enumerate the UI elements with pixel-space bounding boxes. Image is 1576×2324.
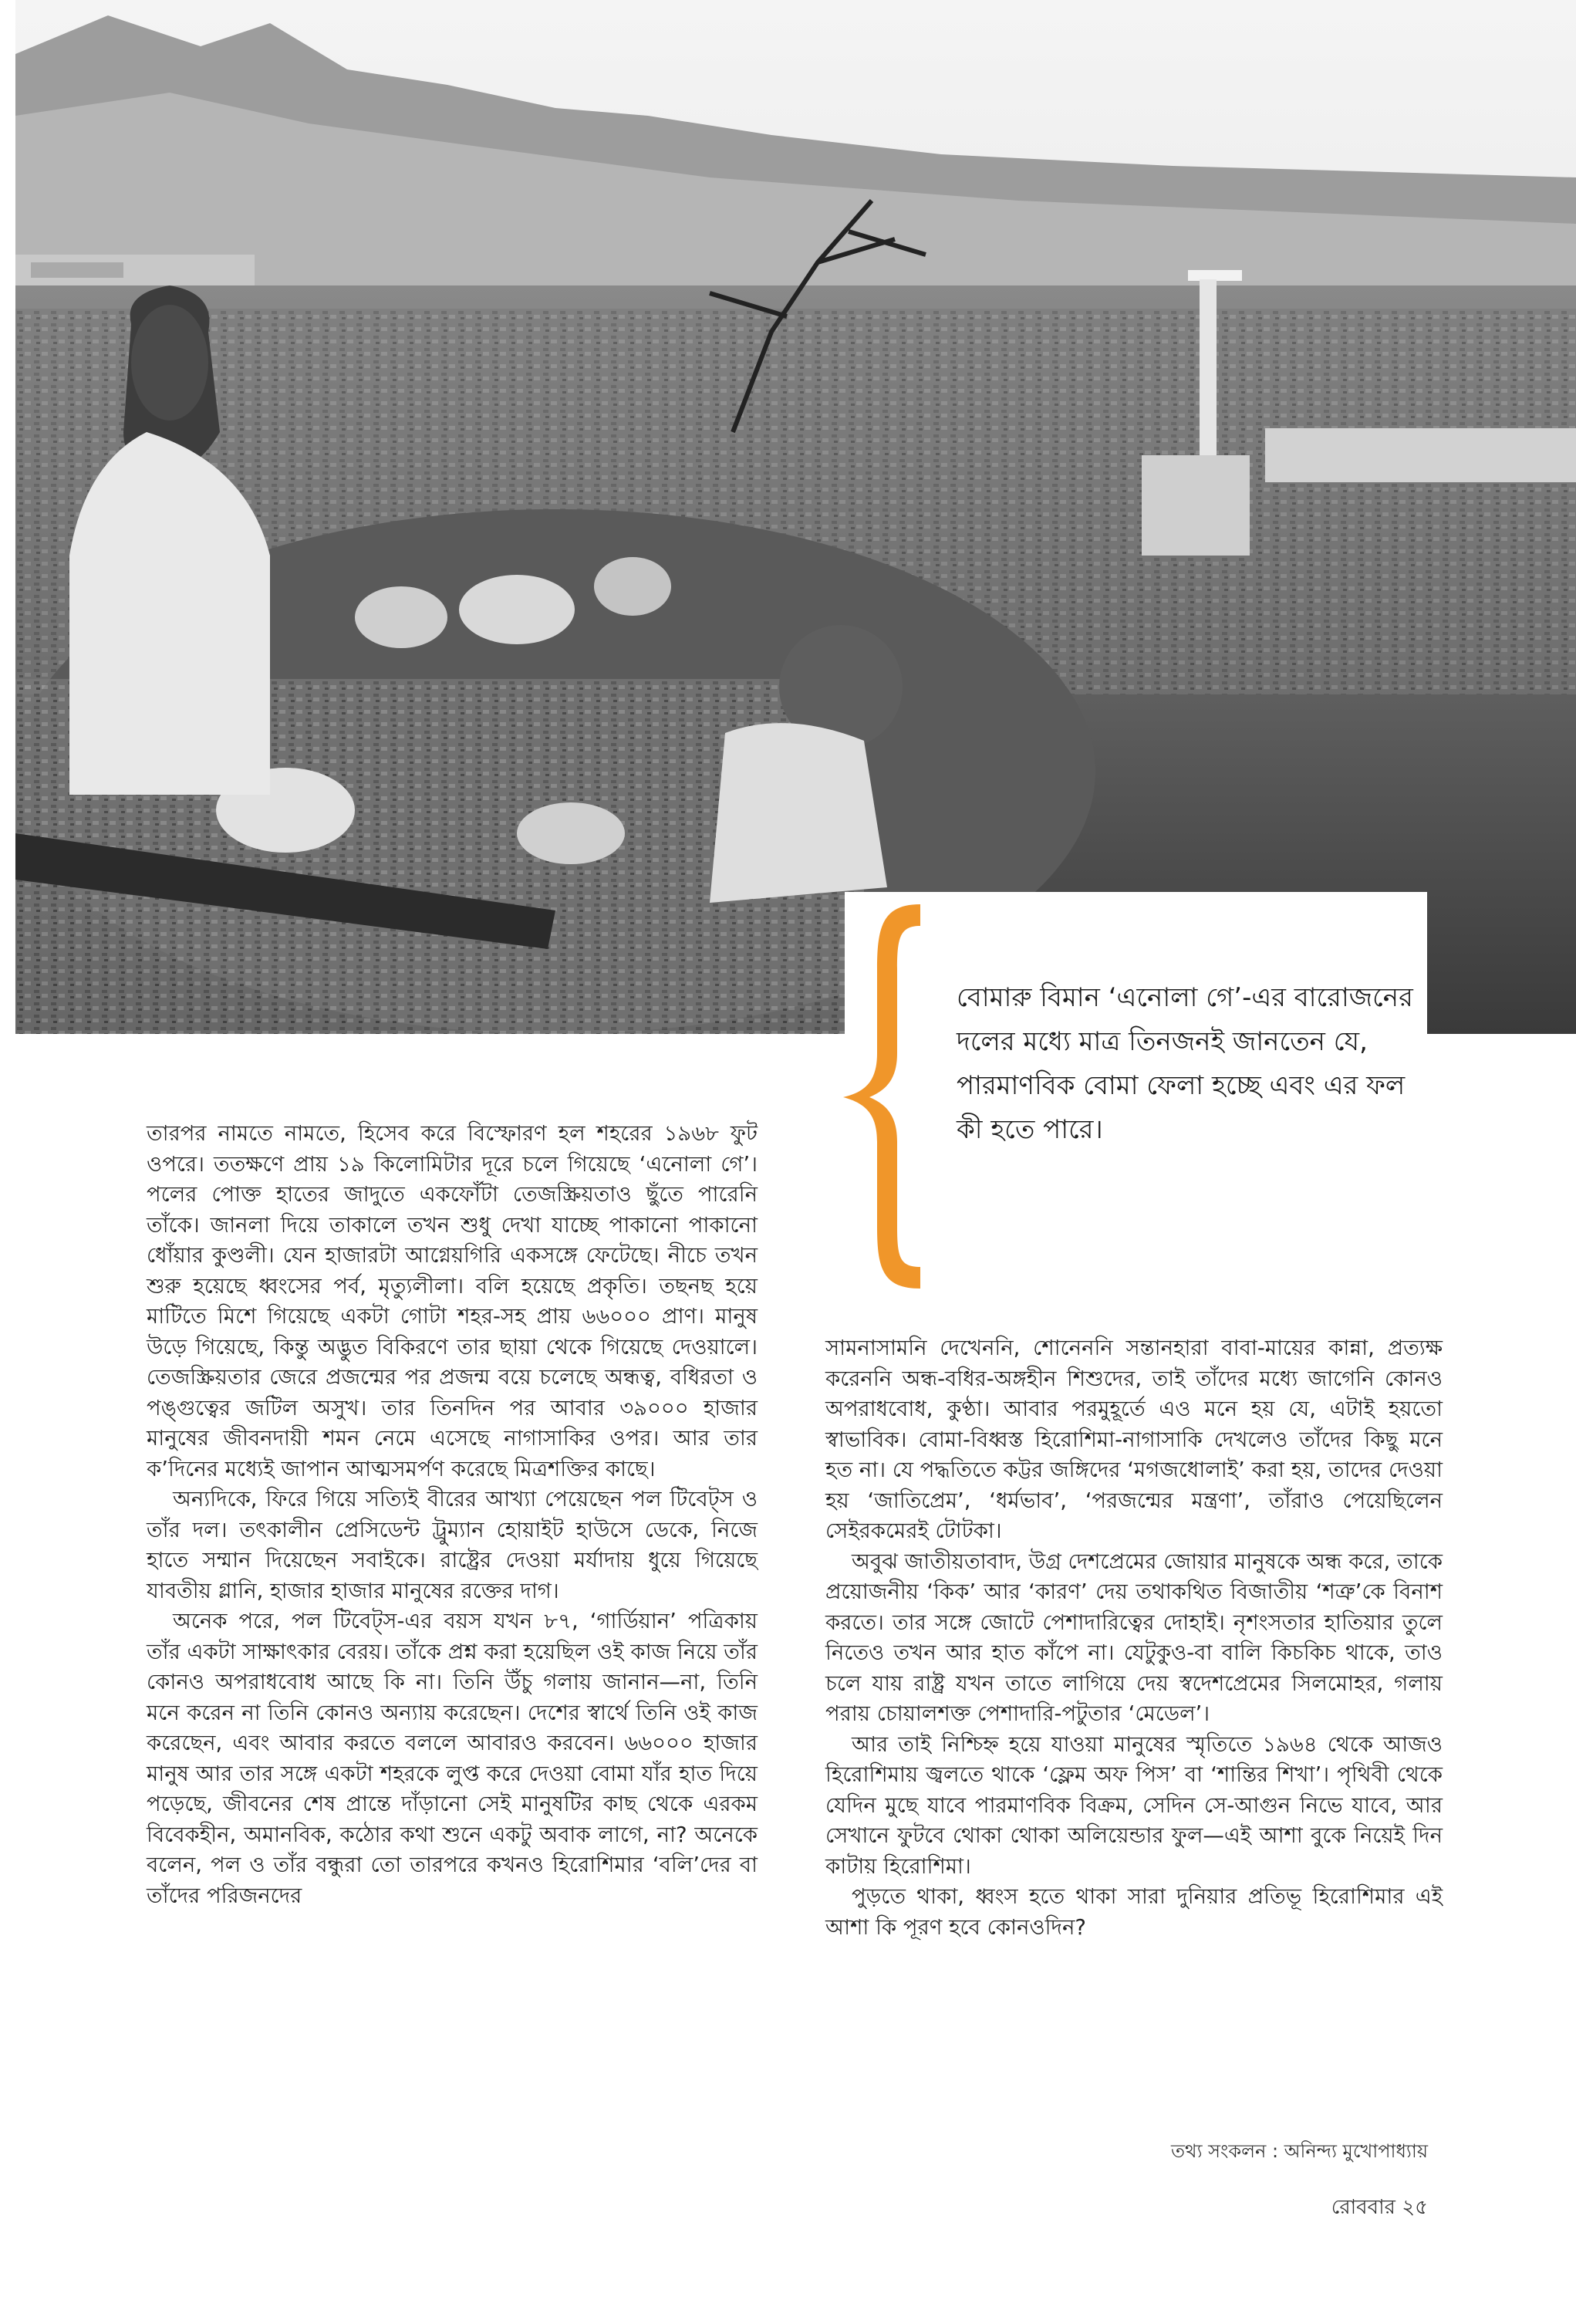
curly-brace-icon xyxy=(829,895,937,1296)
ruins-photo-image xyxy=(15,0,1576,1034)
right-paragraph-2: অবুঝ জাতীয়তাবাদ, উগ্র দেশপ্রেমের জোয়ার মানুষকে অন্ধ করে, তাকে প্রয়োজনীয় ‘কিক’ আর ‘কারণ’ দেয় তথাকথিত বিজাতীয় ‘শত্রু’কে বিনাশ করতে। তার সঙ্গে জোটে পেশাদারিত্বের দোহাই। নৃশংসতার হাতিয়ার তুলে নিতেও তখন আর হাত কাঁপে না। যেটুকুও-বা বালি কিচকিচ থাকে, তাও চলে যায় রাষ্ট্র যখন তাতে লাগিয়ে দেয় স্বদেশপ্রেমের সিলমোহর, গলায় পরায় চোয়ালশক্ত পেশাদারি-পটুতার ‘মেডেল’। xyxy=(825,1549,1443,1726)
right-paragraph-4: পুড়তে থাকা, ধ্বংস হতে থাকা সারা দুনিয়ার প্রতিভূ হিরোশিমার এই আশা কি পূরণ হবে কোনওদিন? xyxy=(825,1884,1443,1940)
left-paragraph-1: তারপর নামতে নামতে, হিসেব করে বিস্ফোরণ হল শহরের ১৯৬৮ ফুট ওপরে। ততক্ষণে প্রায় ১৯ কিলোমিটার দূরে চলে গিয়েছে ‘এনোলা গে’। পলের পোক্ত হাতের জাদুতে একফোঁটা তেজস্ক্রিয়তাও ছুঁতে পারেনি তাঁকে। জানলা দিয়ে তাকালে তখন শুধু দেখা যাচ্ছে পাকানো পাকানো ধোঁয়ার কুণ্ডলী। যেন হাজারটা আগ্নেয়গিরি একসঙ্গে ফেটেছে। নীচে তখন শুরু হয়েছে ধ্বংসের পর্ব, মৃত্যুলীলা। বলি হয়েছে প্রকৃতি। তছনছ হয়ে মাটিতে মিশে গিয়েছে একটা গোটা শহর-সহ প্রায় ৬৬০০০ প্রাণ। মানুষ উড়ে গিয়েছে, কিন্তু অদ্ভুত বিকিরণে তার ছায়া থেকে গিয়েছে দেওয়ালে। তেজস্ক্রিয়তার জেরে প্রজন্মের পর প্রজন্ম বয়ে চলেছে অন্ধত্ব, বধিরতা ও পঙ্গুত্বের জটিল অসুখ। তার তিনদিন পর আবার ৩৯০০০ হাজার মানুষের জীবনদায়ী শমন নেমে এসেছে নাগাসাকির ওপর। আর তার ক’দিনের মধ্যেই জাপান আত্মসমর্পণ করেছে মিত্রশক্তির কাছে। xyxy=(147,1121,758,1481)
page-folio: রোববার ২৫ xyxy=(1331,2196,1428,2219)
source-credit: তথ্য সংকলন : অনিন্দ্য মুখোপাধ্যায় xyxy=(1171,2140,1428,2162)
left-paragraph-2: অন্যদিকে, ফিরে গিয়ে সত্যিই বীরের আখ্যা পেয়েছেন পল টিবেট্‌স ও তাঁর দল। তৎকালীন প্রেসিডেন্ট ট্রুম্যান হোয়াইট হাউসে ডেকে, নিজে হাতে সম্মান দিয়েছেন সবাইকে। রাষ্ট্রের দেওয়া মর্যাদায় ধুয়ে গিয়েছে যাবতীয় গ্লানি, হাজার হাজার মানুষের রক্তের দাগ। xyxy=(147,1487,758,1603)
left-paragraph-3: অনেক পরে, পল টিবেট্‌স-এর বয়স যখন ৮৭, ‘গার্ডিয়ান’ পত্রিকায় তাঁর একটা সাক্ষাৎকার বেরয়। তাঁকে প্রশ্ন করা হয়েছিল ওই কাজ নিয়ে তাঁর কোনও অপরাধবোধ আছে কি না। তিনি উঁচু গলায় জানান—না, তিনি মনে করেন না তিনি কোনও অন্যায় করেছেন। দেশের স্বার্থে তিনি ওই কাজ করেছেন, এবং আবার করতে বললে আবারও করবেন। ৬৬০০০ হাজার মানুষ আর তার সঙ্গে একটা শহরকে লুপ্ত করে দেওয়া বোমা যাঁর হাত দিয়ে পড়েছে, জীবনের শেষ প্রান্তে দাঁড়ানো সেই মানুষটির কাছ থেকে এরকম বিবেকহীন, অমানবিক, কঠোর কথা শুনে একটু অবাক লাগে, না? অনেকে বলেন, পল ও তাঁর বন্ধুরা তো তারপরে কখনও হিরোশিমার ‘বলি’দের বা তাঁদের পরিজনদের xyxy=(147,1609,758,1908)
right-paragraph-3: আর তাই নিশ্চিহ্ন হয়ে যাওয়া মানুষের স্মৃতিতে ১৯৬৪ থেকে আজও হিরোশিমায় জ্বলতে থাকে ‘ফ্লেম অফ পিস’ বা ‘শান্তির শিখা’। পৃথিবী থেকে যেদিন মুছে যাবে পারমাণবিক বিক্রম, সেদিন সে-আগুন নিভে যাবে, আর সেখানে ফুটবে থোকা থোকা অলিয়েন্ডার ফুল—এই আশা বুকে নিয়েই দিন কাটায় হিরোশিমা। xyxy=(825,1731,1443,1879)
right-paragraph-1: সামনাসামনি দেখেননি, শোনেননি সন্তানহারা বাবা-মায়ের কান্না, প্রত্যক্ষ করেননি অন্ধ-বধির-অঙ্গহীন শিশুদের, তাই তাঁদের মধ্যে জাগেনি কোনও অপরাধবোধ, কুণ্ঠা। আবার পরমুহূর্তে এও মনে হয় যে, এটাই হয়তো স্বাভাবিক। বোমা-বিধ্বস্ত হিরোশিমা-নাগাসাকি দেখলেও তাঁদের কিছু মনে হত না। যে পদ্ধতিতে কট্টর জঙ্গিদের ‘মগজধোলাই’ করা হয়, তাদের দেওয়া হয় ‘জাতিপ্রেম’, ‘ধর্মভাব’, ‘পরজন্মের মন্ত্রণা’, তাঁরাও পেয়েছিলেন সেইরকমেরই টোটকা। xyxy=(825,1336,1443,1543)
article-left-column xyxy=(147,1119,758,1911)
article-right-column xyxy=(825,1333,1443,1943)
pull-quote-text: বোমারু বিমান ‘এনোলা গে’-এর বারোজনের দলের মধ্যে মাত্র তিনজনই জানতেন যে, পারমাণবিক বোমা ফেলা হচ্ছে এবং এর ফল কী হতে পারে। xyxy=(957,982,1413,1145)
hero-photo xyxy=(15,0,1576,1034)
